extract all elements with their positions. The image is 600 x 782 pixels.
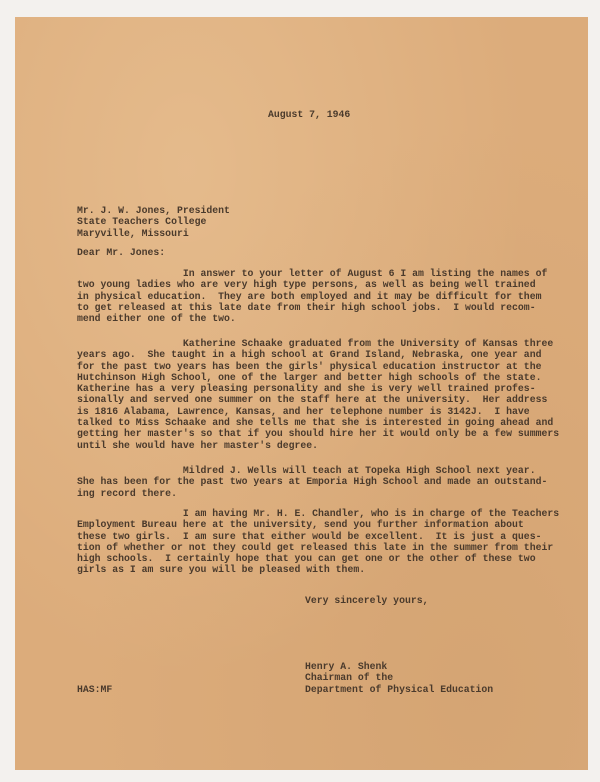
letter-date: August 7, 1946 (268, 109, 351, 120)
paragraph-line: Hutchinson High School, one of the larger and better high schools of the state. (77, 371, 542, 383)
paragraph-line: sionally and served one summer on the staff here at the university. Her address (77, 394, 548, 406)
paragraph-line: talked to Miss Schaake and she tells me that she is interested in going ahead and (77, 417, 554, 429)
signature-line: Chairman of the (305, 672, 394, 684)
paragraph-line: these two girls. I am sure that either would be excellent. It is just a ques- (77, 530, 542, 542)
paragraph-line: mend either one of the two. (77, 313, 236, 325)
signature-block (305, 661, 493, 695)
paragraph-line: until she would have her master's degree. (77, 439, 319, 451)
paragraph-line: in physical education. They are both employed and it may be difficult for them (77, 290, 542, 302)
paragraph-line: tion of whether or not they could get released this late in the summer from their (77, 541, 554, 553)
paragraph-line: to get released at this late date from their high school jobs. I would recom- (77, 301, 536, 313)
paragraph-line: is 1816 Alabama, Lawrence, Kansas, and her telephone number is 3142J. I have (77, 405, 530, 417)
paragraph-line: getting her master's so that if you should hire her it would only be a few summers (77, 428, 560, 440)
paragraph-1 (77, 268, 547, 324)
address-line: Mr. J. W. Jones, President (77, 205, 230, 216)
paragraph-line: ing record there. (77, 487, 177, 499)
paragraph-line: Mildred J. Wells will teach at Topeka High School next year. (77, 465, 536, 476)
signature-line: Department of Physical Education (305, 683, 494, 695)
salutation: Dear Mr. Jones: (77, 247, 166, 258)
paragraph-line: In answer to your letter of August 6 I am listing the names of (77, 268, 548, 279)
typist-initials: HAS:MF (77, 684, 113, 695)
paragraph-line: girls as I am sure you will be pleased with them. (77, 564, 366, 576)
recipient-address (77, 205, 230, 239)
paragraph-line: I am having Mr. H. E. Chandler, who is in charge of the Teachers (77, 508, 560, 519)
paragraph-line: years ago. She taught in a high school at Grand Island, Nebraska, one year and (77, 349, 542, 361)
paragraph-line: two young ladies who are very high type persons, as well as being well trained (77, 279, 536, 291)
paragraph-line: She has been for the past two years at Emporia High School and made an outstand- (77, 476, 548, 488)
paragraph-line: Employment Bureau here at the university, send you further information about (77, 519, 524, 531)
paragraph-line: high schools. I certainly hope that you can get one or the other of these two (77, 553, 536, 565)
closing: Very sincerely yours, (305, 595, 429, 606)
paragraph-3 (77, 465, 547, 499)
address-line: Maryville, Missouri (77, 227, 189, 239)
paragraph-line: Katherine Schaake graduated from the University of Kansas three (77, 338, 554, 349)
paragraph-line: for the past two years has been the girls' physical education instructor at the (77, 360, 542, 372)
paragraph-line: Katherine has a very pleasing personality and she is very well trained profes- (77, 383, 536, 395)
address-line: State Teachers College (77, 216, 207, 228)
signature-line: Henry A. Shenk (305, 661, 388, 672)
paragraph-2 (77, 338, 559, 451)
paragraph-4 (77, 508, 559, 576)
